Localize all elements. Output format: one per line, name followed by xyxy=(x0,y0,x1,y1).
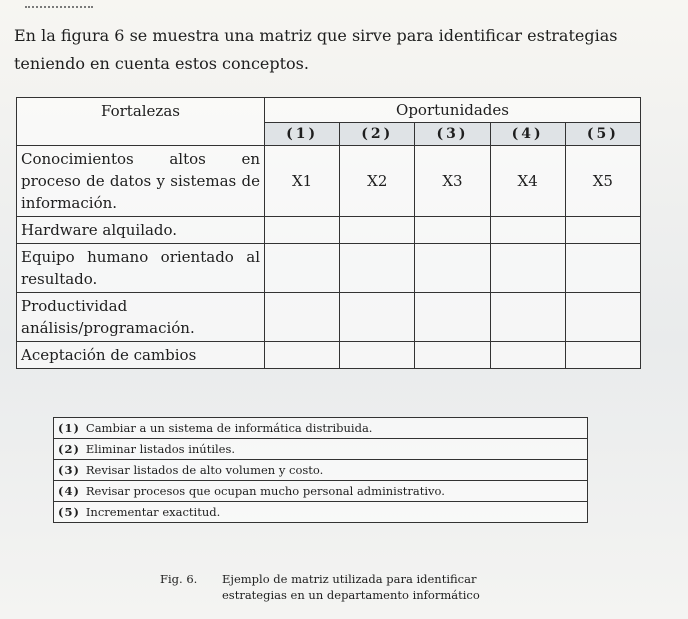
intro-paragraph: En la figura 6 se muestra una matriz que sirve para identificar estrategias teniendo en cuenta estos conceptos. xyxy=(14,26,618,73)
row-label: Conocimientos altos en proceso de datos y sistemas de información. xyxy=(17,146,265,217)
legend-text: Cambiar a un sistema de informática distribuida. xyxy=(85,421,373,435)
matrix-cell xyxy=(415,342,490,369)
column-number: (1) xyxy=(265,123,340,146)
header-oportunidades: Oportunidades xyxy=(265,98,641,123)
matrix-row xyxy=(17,342,641,369)
matrix-row xyxy=(17,244,641,293)
matrix-cell: X5 xyxy=(565,146,640,217)
matrix-cell xyxy=(340,342,415,369)
column-number: (4) xyxy=(490,123,565,146)
figure-caption xyxy=(160,571,480,603)
matrix-cell xyxy=(490,217,565,244)
legend-number: (3) xyxy=(58,463,80,477)
legend-row xyxy=(54,418,588,439)
legend-number: (2) xyxy=(58,442,80,456)
matrix-row xyxy=(17,146,641,217)
matrix-cell: X1 xyxy=(265,146,340,217)
header-fortalezas: Fortalezas xyxy=(17,98,265,146)
matrix-cell xyxy=(265,244,340,293)
legend-row xyxy=(54,460,588,481)
figure-label: Fig. 6. xyxy=(160,572,198,586)
column-number: (2) xyxy=(340,123,415,146)
matrix-cell: X2 xyxy=(340,146,415,217)
matrix-row xyxy=(17,217,641,244)
legend-text: Revisar listados de alto volumen y costo. xyxy=(85,463,324,477)
caption-line-1: Ejemplo de matriz utilizada para identificar xyxy=(222,572,477,586)
matrix-cell xyxy=(265,342,340,369)
matrix-cell xyxy=(415,244,490,293)
legend-text: Eliminar listados inútiles. xyxy=(85,442,236,456)
strategy-matrix xyxy=(16,97,641,369)
top-decoration xyxy=(25,6,93,12)
matrix-cell xyxy=(415,217,490,244)
row-label: Equipo humano orientado al resultado. xyxy=(17,244,265,293)
matrix-cell xyxy=(340,217,415,244)
legend-table xyxy=(53,417,588,523)
matrix-cell xyxy=(340,244,415,293)
matrix-cell xyxy=(565,217,640,244)
matrix-header-row xyxy=(17,98,641,123)
legend-number: (4) xyxy=(58,484,80,498)
row-label: Aceptación de cambios xyxy=(17,342,265,369)
column-number: (5) xyxy=(565,123,640,146)
matrix-cell xyxy=(490,342,565,369)
matrix-cell: X3 xyxy=(415,146,490,217)
matrix-cell xyxy=(415,293,490,342)
matrix-cell xyxy=(490,293,565,342)
matrix-cell xyxy=(265,293,340,342)
column-number: (3) xyxy=(415,123,490,146)
caption-line-2: estrategias en un departamento informático xyxy=(222,588,480,602)
matrix-cell xyxy=(565,244,640,293)
matrix-cell: X4 xyxy=(490,146,565,217)
row-label: Hardware alquilado. xyxy=(17,217,265,244)
legend-text: Incrementar exactitud. xyxy=(85,505,221,519)
matrix-cell xyxy=(265,217,340,244)
legend-text: Revisar procesos que ocupan mucho personal administrativo. xyxy=(85,484,445,498)
matrix-cell xyxy=(565,342,640,369)
legend-number: (5) xyxy=(58,505,80,519)
matrix-row xyxy=(17,293,641,342)
legend-row xyxy=(54,481,588,502)
legend-number: (1) xyxy=(58,421,80,435)
matrix-cell xyxy=(490,244,565,293)
matrix-cell xyxy=(340,293,415,342)
matrix-cell xyxy=(565,293,640,342)
legend-row xyxy=(54,502,588,523)
row-label: Productividad análisis/programación. xyxy=(17,293,265,342)
legend-row xyxy=(54,439,588,460)
